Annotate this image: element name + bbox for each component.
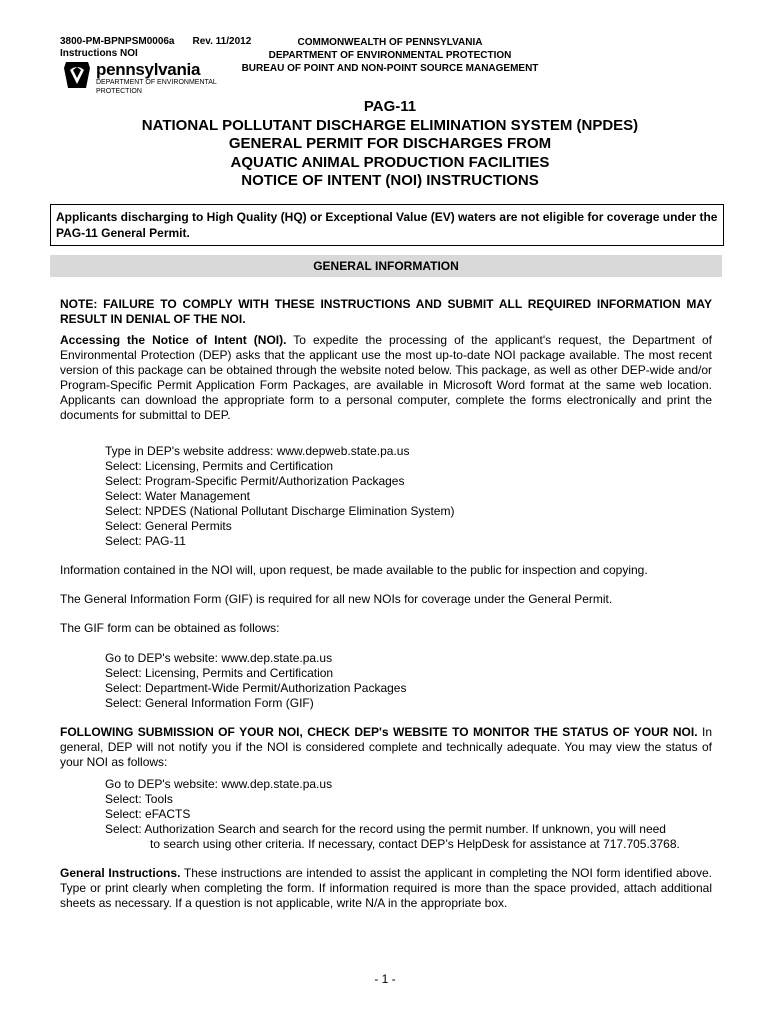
- general-instructions-body: These instructions are intended to assist the applicant in completing the NOI form identified above. Type or print clearly when completing the form. If information required is more than the space provided, attach additional sheets as necessary. If a question is not applicable, write N/A in the appropriate box.: [60, 866, 713, 910]
- list-item: Go to DEP's website: www.dep.state.pa.us: [105, 777, 333, 791]
- general-instructions-heading: General Instructions.: [60, 866, 181, 880]
- title-line: AQUATIC ANIMAL PRODUCTION FACILITIES: [230, 153, 550, 171]
- form-header-left: [60, 36, 251, 60]
- gif-obtain-paragraph: The GIF form can be obtained as follows:: [60, 621, 280, 635]
- agency-line: BUREAU OF POINT AND NON-POINT SOURCE MANAGEMENT: [241, 63, 539, 74]
- accessing-paragraph: [60, 333, 712, 423]
- monitor-body: In general, DEP will not notify you if the NOI is considered complete and technically adequate. You may view the status of your NOI as follows:: [60, 725, 713, 769]
- logo-wordmark: pennsylvania: [96, 60, 201, 79]
- logo-subtitle: [96, 78, 217, 96]
- list-item: Select: Program-Specific Permit/Authorization Packages: [105, 474, 405, 488]
- accessing-body: To expedite the processing of the applicant's request, the Department of Environmental Protection (DEP) asks that the applicant use the most up-to-date NOI package available. The most recent version of this package can be obtained through the website noted below. This package, as well as other DEP-wide and/or Program-Specific Permit Application Form Packages, are available in Microsoft Word format at the same web location. Applicants can download the appropriate form to a personal computer, complete the forms electronically and print the documents for submittal to DEP.: [60, 333, 712, 422]
- list-item: Select: General Information Form (GIF): [105, 696, 314, 710]
- agency-line: COMMONWEALTH OF PENNSYLVANIA: [297, 37, 483, 48]
- logo-subtitle-line: DEPARTMENT OF ENVIRONMENTAL: [96, 79, 217, 86]
- general-instructions-paragraph: [60, 866, 712, 911]
- page-number: - 1 -: [374, 972, 396, 986]
- list-item: Select: Licensing, Permits and Certification: [105, 459, 334, 473]
- list-item: Select: NPDES (National Pollutant Discharge Elimination System): [105, 504, 455, 518]
- monitor-heading: FOLLOWING SUBMISSION OF YOUR NOI, CHECK DEP's WEBSITE TO MONITOR THE STATUS OF YOUR NOI.: [60, 725, 698, 739]
- doc-type: Instructions NOI: [60, 48, 138, 59]
- public-info-paragraph: Information contained in the NOI will, upon request, be made available to the public for inspection and copying.: [60, 563, 648, 577]
- eligibility-notice: Applicants discharging to High Quality (HQ) or Exceptional Value (EV) waters are not eligible for coverage under the PAG-11 General Permit.: [50, 204, 724, 246]
- list-item-continuation: to search using other criteria. If necessary, contact DEP’s HelpDesk for assistance at 717.705.3768.: [150, 837, 680, 851]
- section-heading: GENERAL INFORMATION: [50, 255, 722, 277]
- list-item: Select: eFACTS: [105, 807, 191, 821]
- document-title: [60, 98, 720, 191]
- instructions-body: [60, 297, 712, 911]
- list-item: Select: Authorization Search and search for the record using the permit number. If unknown, you will need: [105, 822, 666, 836]
- title-line: NATIONAL POLLUTANT DISCHARGE ELIMINATION SYSTEM (NPDES): [141, 116, 639, 134]
- failure-note: NOTE: FAILURE TO COMPLY WITH THESE INSTRUCTIONS AND SUBMIT ALL REQUIRED INFORMATION MAY RESULT IN DENIAL OF THE NOI.: [60, 297, 712, 326]
- list-item: Select: Licensing, Permits and Certification: [105, 666, 334, 680]
- gif-steps-list: [105, 651, 712, 711]
- agency-line: DEPARTMENT OF ENVIRONMENTAL PROTECTION: [268, 50, 512, 61]
- list-item: Select: PAG-11: [105, 534, 186, 548]
- status-steps-list: [105, 777, 712, 852]
- title-line: NOTICE OF INTENT (NOI) INSTRUCTIONS: [241, 172, 539, 189]
- logo-subtitle-line: PROTECTION: [96, 88, 142, 95]
- form-number: 3800-PM-BPNPSM0006a: [60, 36, 175, 47]
- noi-steps-list: [105, 444, 712, 549]
- title-line: GENERAL PERMIT FOR DISCHARGES FROM: [228, 135, 552, 152]
- monitor-paragraph: [60, 725, 712, 770]
- title-line: PAG-11: [363, 98, 417, 115]
- keystone-icon: [60, 58, 94, 90]
- list-item: Go to DEP's website: www.dep.state.pa.us: [105, 651, 333, 665]
- agency-header: [230, 36, 550, 75]
- list-item: Select: Department-Wide Permit/Authorization Packages: [105, 681, 407, 695]
- list-item: Type in DEP's website address: www.depweb.state.pa.us: [105, 444, 410, 458]
- list-item: Select: Tools: [105, 792, 173, 806]
- gif-required-paragraph: The General Information Form (GIF) is required for all new NOIs for coverage under the General Permit.: [60, 592, 613, 606]
- revision-date: Rev. 11/2012: [192, 36, 252, 47]
- accessing-heading: Accessing the Notice of Intent (NOI).: [60, 333, 287, 347]
- list-item: Select: Water Management: [105, 489, 250, 503]
- pa-dep-logo: [60, 58, 230, 98]
- list-item: Select: General Permits: [105, 519, 232, 533]
